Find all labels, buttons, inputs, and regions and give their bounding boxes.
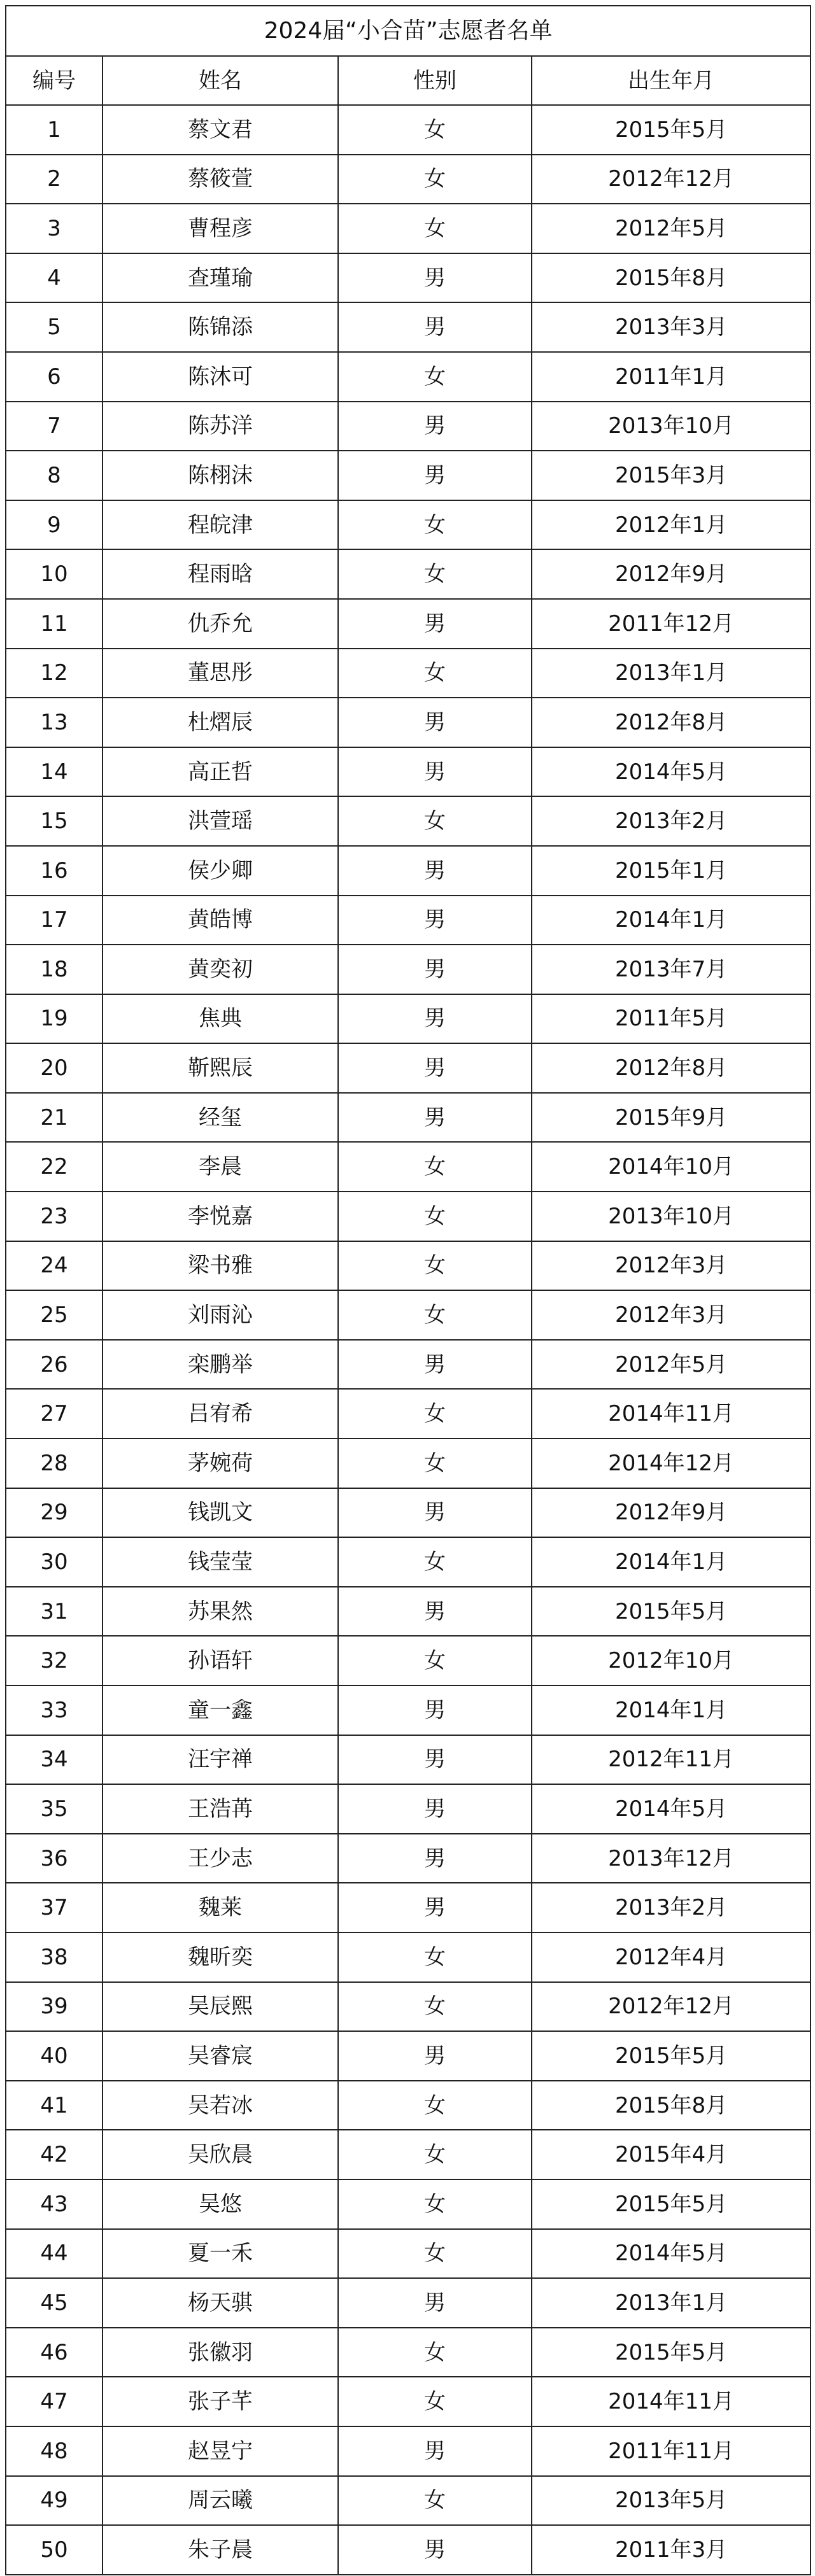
table-row: [6, 599, 811, 649]
cell-birth: 2013年3月: [532, 302, 811, 352]
cell-birth: 2015年5月: [532, 2179, 811, 2229]
cell-birth: 2013年12月: [532, 1834, 811, 1883]
cell-birth: 2015年5月: [532, 2328, 811, 2377]
cell-number: 18: [6, 945, 103, 994]
table-row: [6, 1192, 811, 1241]
cell-gender: 男: [338, 1488, 532, 1538]
cell-number: 44: [6, 2229, 103, 2279]
cell-number: 11: [6, 599, 103, 649]
cell-name: 陈栩沫: [103, 451, 338, 500]
cell-name: 吴悠: [103, 2179, 338, 2229]
cell-birth: 2012年8月: [532, 698, 811, 747]
cell-gender: 男: [338, 994, 532, 1044]
table-row: [6, 1636, 811, 1686]
cell-gender: 男: [338, 846, 532, 896]
table-row: [6, 1932, 811, 1982]
cell-name: 董思彤: [103, 649, 338, 698]
cell-number: 19: [6, 994, 103, 1044]
table-row: [6, 2179, 811, 2229]
cell-name: 栾鹏举: [103, 1340, 338, 1390]
cell-number: 5: [6, 302, 103, 352]
table-row: [6, 1093, 811, 1143]
cell-number: 20: [6, 1043, 103, 1093]
column-header-number: 编号: [6, 56, 103, 105]
cell-name: 周云曦: [103, 2476, 338, 2526]
cell-number: 47: [6, 2377, 103, 2426]
cell-name: 钱莹莹: [103, 1537, 338, 1587]
table-row: [6, 698, 811, 747]
cell-name: 蔡筱萱: [103, 155, 338, 204]
cell-number: 4: [6, 253, 103, 303]
table-row: [6, 302, 811, 352]
cell-birth: 2015年9月: [532, 1093, 811, 1143]
cell-name: 赵昱宁: [103, 2426, 338, 2476]
cell-birth: 2014年5月: [532, 1784, 811, 1834]
cell-gender: 男: [338, 253, 532, 303]
cell-number: 50: [6, 2525, 103, 2575]
cell-gender: 女: [338, 649, 532, 698]
cell-name: 洪萱瑶: [103, 796, 338, 846]
cell-number: 41: [6, 2081, 103, 2130]
cell-gender: 女: [338, 2229, 532, 2279]
cell-number: 29: [6, 1488, 103, 1538]
table-row: [6, 945, 811, 994]
table-row: [6, 155, 811, 204]
table-row: [6, 2377, 811, 2426]
cell-number: 9: [6, 500, 103, 550]
table-row: [6, 2130, 811, 2179]
cell-number: 31: [6, 1587, 103, 1636]
cell-name: 吴若冰: [103, 2081, 338, 2130]
cell-birth: 2015年4月: [532, 2130, 811, 2179]
cell-name: 王浩苒: [103, 1784, 338, 1834]
table-row: [6, 2081, 811, 2130]
cell-name: 王少志: [103, 1834, 338, 1883]
cell-number: 42: [6, 2130, 103, 2179]
cell-birth: 2014年1月: [532, 896, 811, 945]
cell-name: 茅婉荷: [103, 1439, 338, 1488]
cell-name: 吴睿宸: [103, 2031, 338, 2081]
cell-birth: 2013年5月: [532, 2476, 811, 2526]
cell-gender: 女: [338, 1932, 532, 1982]
cell-birth: 2012年4月: [532, 1932, 811, 1982]
cell-birth: 2011年12月: [532, 599, 811, 649]
cell-name: 夏一禾: [103, 2229, 338, 2279]
table-row: [6, 796, 811, 846]
table-row: [6, 1488, 811, 1538]
cell-name: 李晨: [103, 1142, 338, 1192]
cell-birth: 2013年1月: [532, 649, 811, 698]
cell-birth: 2012年12月: [532, 1982, 811, 2032]
cell-birth: 2014年11月: [532, 2377, 811, 2426]
cell-gender: 女: [338, 1982, 532, 2032]
table-row: [6, 846, 811, 896]
cell-name: 李悦嘉: [103, 1192, 338, 1241]
table-row: [6, 1142, 811, 1192]
cell-birth: 2015年5月: [532, 105, 811, 155]
table-row: [6, 649, 811, 698]
cell-number: 27: [6, 1389, 103, 1439]
cell-name: 经玺: [103, 1093, 338, 1143]
cell-birth: 2013年1月: [532, 2278, 811, 2328]
table-row: [6, 1537, 811, 1587]
cell-birth: 2012年5月: [532, 1340, 811, 1390]
cell-gender: 男: [338, 1587, 532, 1636]
table-row: [6, 1389, 811, 1439]
cell-name: 焦典: [103, 994, 338, 1044]
cell-name: 陈沐可: [103, 352, 338, 402]
cell-birth: 2013年2月: [532, 796, 811, 846]
cell-gender: 女: [338, 2328, 532, 2377]
cell-number: 37: [6, 1883, 103, 1932]
cell-number: 33: [6, 1686, 103, 1735]
table-row: [6, 451, 811, 500]
cell-birth: 2015年5月: [532, 2031, 811, 2081]
cell-gender: 男: [338, 1340, 532, 1390]
cell-number: 36: [6, 1834, 103, 1883]
cell-number: 24: [6, 1241, 103, 1291]
cell-gender: 男: [338, 599, 532, 649]
cell-birth: 2012年3月: [532, 1290, 811, 1340]
cell-gender: 男: [338, 2525, 532, 2575]
cell-gender: 女: [338, 1439, 532, 1488]
cell-birth: 2013年10月: [532, 402, 811, 451]
cell-gender: 男: [338, 1043, 532, 1093]
cell-number: 32: [6, 1636, 103, 1686]
cell-birth: 2012年9月: [532, 549, 811, 599]
cell-name: 朱子晨: [103, 2525, 338, 2575]
volunteer-roster-table: [5, 5, 811, 2575]
cell-gender: 女: [338, 2130, 532, 2179]
cell-gender: 女: [338, 2377, 532, 2426]
cell-gender: 女: [338, 352, 532, 402]
cell-birth: 2011年5月: [532, 994, 811, 1044]
cell-birth: 2012年5月: [532, 204, 811, 253]
cell-number: 15: [6, 796, 103, 846]
cell-number: 35: [6, 1784, 103, 1834]
table-title-row: [6, 6, 811, 56]
table-header-row: [6, 56, 811, 105]
cell-birth: 2012年12月: [532, 155, 811, 204]
cell-name: 张子芊: [103, 2377, 338, 2426]
volunteer-roster-sheet: [5, 5, 810, 2575]
table-row: [6, 1340, 811, 1390]
cell-number: 14: [6, 747, 103, 797]
cell-gender: 男: [338, 1883, 532, 1932]
table-row: [6, 1883, 811, 1932]
cell-name: 查瑾瑜: [103, 253, 338, 303]
cell-name: 梁书雅: [103, 1241, 338, 1291]
cell-name: 刘雨沁: [103, 1290, 338, 1340]
cell-gender: 男: [338, 2426, 532, 2476]
cell-gender: 女: [338, 105, 532, 155]
cell-birth: 2015年1月: [532, 846, 811, 896]
column-header-name: 姓名: [103, 56, 338, 105]
cell-gender: 女: [338, 2179, 532, 2229]
table-row: [6, 549, 811, 599]
table-body: [6, 105, 811, 2575]
cell-birth: 2015年3月: [532, 451, 811, 500]
cell-name: 侯少卿: [103, 846, 338, 896]
table-row: [6, 2328, 811, 2377]
cell-gender: 男: [338, 1093, 532, 1143]
cell-name: 魏昕奕: [103, 1932, 338, 1982]
cell-number: 22: [6, 1142, 103, 1192]
cell-birth: 2015年5月: [532, 1587, 811, 1636]
table-row: [6, 2278, 811, 2328]
cell-birth: 2013年2月: [532, 1883, 811, 1932]
table-row: [6, 1982, 811, 2032]
cell-gender: 男: [338, 1735, 532, 1785]
cell-birth: 2012年10月: [532, 1636, 811, 1686]
cell-name: 黄皓博: [103, 896, 338, 945]
cell-number: 8: [6, 451, 103, 500]
cell-number: 43: [6, 2179, 103, 2229]
table-title: 2024届“小合苗”志愿者名单: [6, 6, 811, 56]
cell-gender: 男: [338, 2278, 532, 2328]
cell-birth: 2012年8月: [532, 1043, 811, 1093]
cell-birth: 2012年11月: [532, 1735, 811, 1785]
table-row: [6, 2031, 811, 2081]
column-header-birth: 出生年月: [532, 56, 811, 105]
cell-number: 25: [6, 1290, 103, 1340]
cell-number: 28: [6, 1439, 103, 1488]
cell-gender: 女: [338, 1192, 532, 1241]
cell-birth: 2011年3月: [532, 2525, 811, 2575]
cell-birth: 2012年9月: [532, 1488, 811, 1538]
cell-birth: 2014年5月: [532, 747, 811, 797]
cell-number: 26: [6, 1340, 103, 1390]
cell-birth: 2011年11月: [532, 2426, 811, 2476]
cell-gender: 女: [338, 500, 532, 550]
cell-birth: 2015年8月: [532, 2081, 811, 2130]
cell-number: 1: [6, 105, 103, 155]
table-row: [6, 1784, 811, 1834]
cell-gender: 女: [338, 1142, 532, 1192]
table-row: [6, 1439, 811, 1488]
cell-gender: 女: [338, 549, 532, 599]
table-row: [6, 105, 811, 155]
cell-name: 张徽羽: [103, 2328, 338, 2377]
table-row: [6, 2476, 811, 2526]
cell-gender: 女: [338, 1537, 532, 1587]
cell-number: 13: [6, 698, 103, 747]
cell-number: 34: [6, 1735, 103, 1785]
cell-birth: 2012年3月: [532, 1241, 811, 1291]
cell-number: 21: [6, 1093, 103, 1143]
table-row: [6, 994, 811, 1044]
cell-gender: 男: [338, 698, 532, 747]
cell-name: 仇乔允: [103, 599, 338, 649]
cell-gender: 男: [338, 1686, 532, 1735]
cell-birth: 2014年1月: [532, 1537, 811, 1587]
cell-gender: 男: [338, 2031, 532, 2081]
cell-name: 钱凯文: [103, 1488, 338, 1538]
cell-gender: 女: [338, 1389, 532, 1439]
cell-number: 23: [6, 1192, 103, 1241]
cell-birth: 2013年7月: [532, 945, 811, 994]
cell-name: 吕宥希: [103, 1389, 338, 1439]
cell-number: 46: [6, 2328, 103, 2377]
cell-birth: 2011年1月: [532, 352, 811, 402]
table-row: [6, 747, 811, 797]
cell-gender: 女: [338, 204, 532, 253]
cell-gender: 女: [338, 1636, 532, 1686]
cell-birth: 2014年10月: [532, 1142, 811, 1192]
cell-number: 45: [6, 2278, 103, 2328]
cell-gender: 男: [338, 402, 532, 451]
cell-gender: 男: [338, 451, 532, 500]
cell-name: 陈锦添: [103, 302, 338, 352]
cell-number: 38: [6, 1932, 103, 1982]
cell-name: 高正哲: [103, 747, 338, 797]
table-row: [6, 402, 811, 451]
table-row: [6, 1587, 811, 1636]
cell-name: 魏莱: [103, 1883, 338, 1932]
cell-name: 汪宇禅: [103, 1735, 338, 1785]
table-row: [6, 2229, 811, 2279]
cell-birth: 2014年11月: [532, 1389, 811, 1439]
table-row: [6, 1834, 811, 1883]
cell-gender: 男: [338, 896, 532, 945]
cell-name: 杜熠辰: [103, 698, 338, 747]
table-row: [6, 500, 811, 550]
cell-name: 程雨晗: [103, 549, 338, 599]
cell-name: 苏果然: [103, 1587, 338, 1636]
cell-gender: 男: [338, 302, 532, 352]
cell-birth: 2013年10月: [532, 1192, 811, 1241]
cell-name: 曹程彦: [103, 204, 338, 253]
table-row: [6, 204, 811, 253]
cell-name: 杨天骐: [103, 2278, 338, 2328]
cell-name: 吴欣晨: [103, 2130, 338, 2179]
cell-name: 童一鑫: [103, 1686, 338, 1735]
cell-gender: 女: [338, 2081, 532, 2130]
table-row: [6, 253, 811, 303]
cell-birth: 2012年1月: [532, 500, 811, 550]
table-row: [6, 2525, 811, 2575]
cell-birth: 2014年1月: [532, 1686, 811, 1735]
cell-name: 吴辰熙: [103, 1982, 338, 2032]
cell-name: 陈苏洋: [103, 402, 338, 451]
cell-number: 10: [6, 549, 103, 599]
cell-gender: 男: [338, 945, 532, 994]
cell-number: 30: [6, 1537, 103, 1587]
table-row: [6, 1686, 811, 1735]
cell-name: 蔡文君: [103, 105, 338, 155]
cell-number: 7: [6, 402, 103, 451]
table-row: [6, 896, 811, 945]
cell-gender: 男: [338, 1784, 532, 1834]
table-row: [6, 352, 811, 402]
cell-number: 2: [6, 155, 103, 204]
cell-number: 3: [6, 204, 103, 253]
cell-name: 靳熙辰: [103, 1043, 338, 1093]
table-row: [6, 1241, 811, 1291]
cell-gender: 女: [338, 1290, 532, 1340]
cell-gender: 男: [338, 747, 532, 797]
cell-number: 6: [6, 352, 103, 402]
cell-number: 48: [6, 2426, 103, 2476]
cell-gender: 女: [338, 796, 532, 846]
cell-birth: 2014年5月: [532, 2229, 811, 2279]
cell-number: 16: [6, 846, 103, 896]
cell-number: 40: [6, 2031, 103, 2081]
cell-number: 49: [6, 2476, 103, 2526]
cell-gender: 男: [338, 1834, 532, 1883]
cell-gender: 女: [338, 2476, 532, 2526]
cell-number: 39: [6, 1982, 103, 2032]
cell-name: 孙语轩: [103, 1636, 338, 1686]
cell-name: 程皖津: [103, 500, 338, 550]
cell-number: 12: [6, 649, 103, 698]
cell-birth: 2014年12月: [532, 1439, 811, 1488]
cell-gender: 女: [338, 1241, 532, 1291]
table-row: [6, 1735, 811, 1785]
table-row: [6, 1290, 811, 1340]
cell-birth: 2015年8月: [532, 253, 811, 303]
table-row: [6, 2426, 811, 2476]
cell-number: 17: [6, 896, 103, 945]
cell-name: 黄奕初: [103, 945, 338, 994]
column-header-gender: 性别: [338, 56, 532, 105]
cell-gender: 女: [338, 155, 532, 204]
table-row: [6, 1043, 811, 1093]
